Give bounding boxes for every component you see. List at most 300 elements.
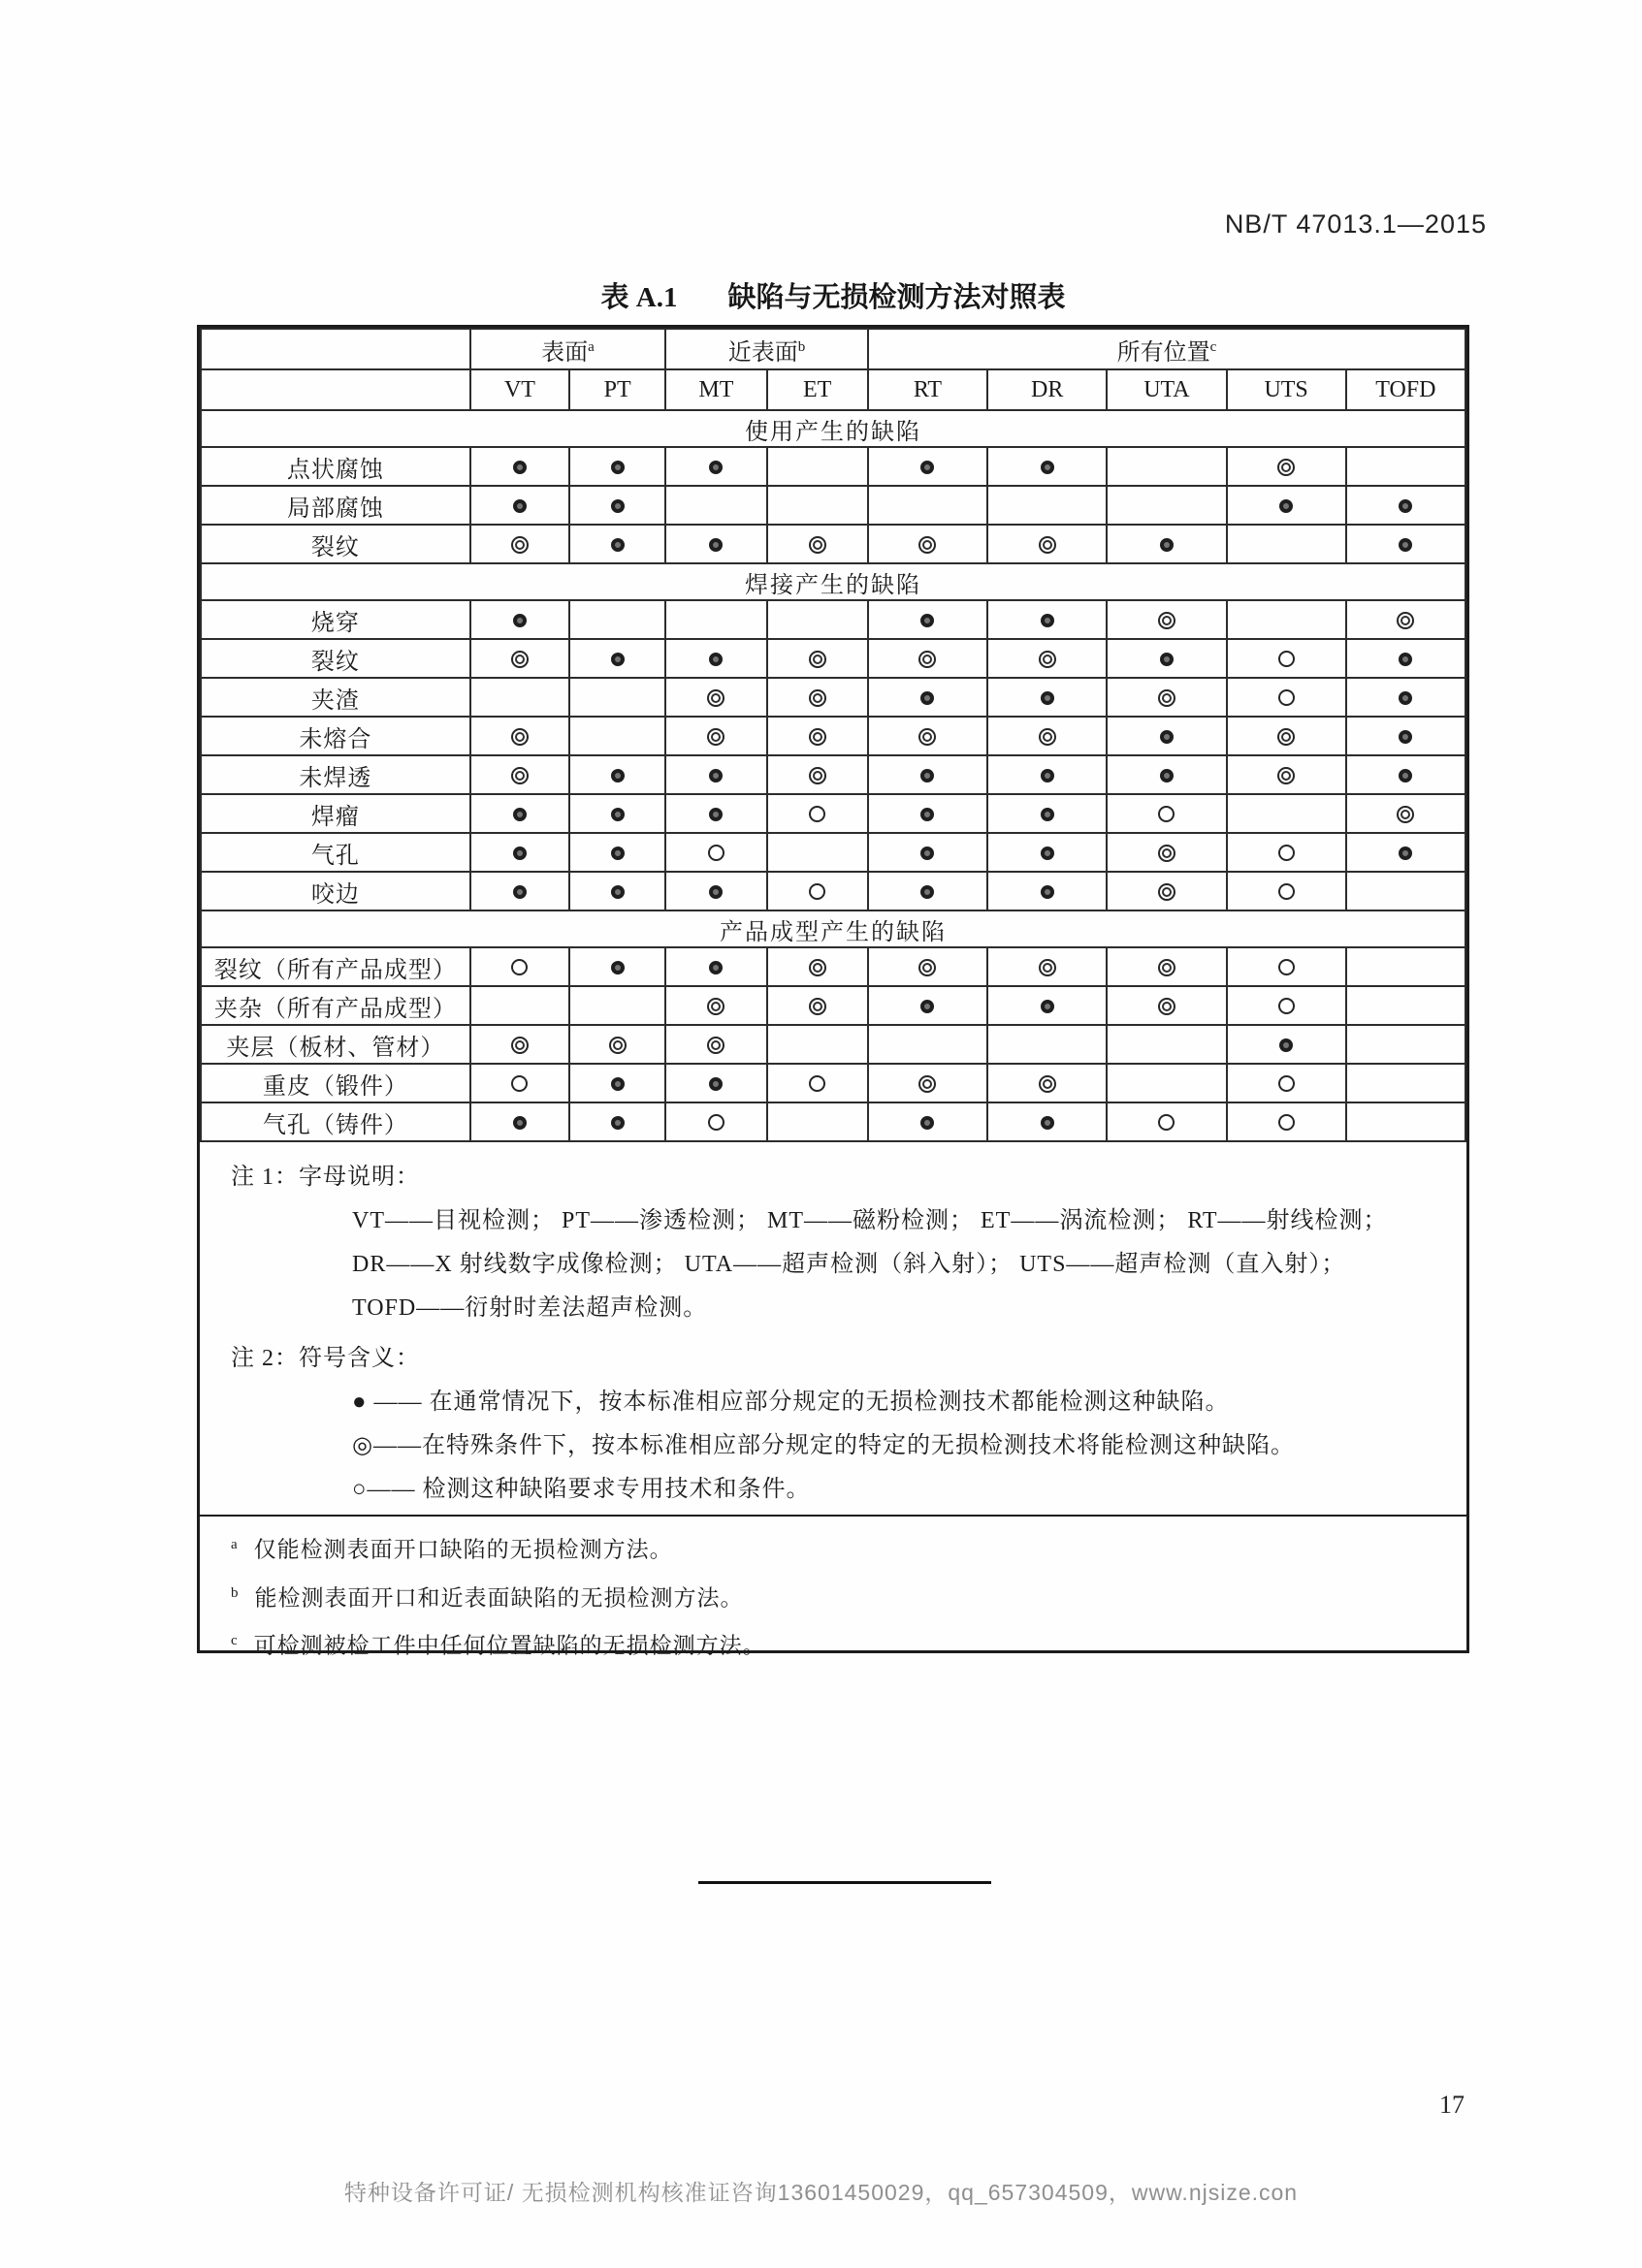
- symbol-cell: [868, 447, 987, 486]
- symbol-cell: [1346, 872, 1465, 910]
- symbol-cell: [1107, 486, 1226, 525]
- col-group-sup: a: [588, 338, 595, 355]
- symbol-cell: [1107, 986, 1226, 1025]
- note1-line1: VT——目视检测； PT——渗透检测； MT——磁粉检测； ET——涡流检测； RT——射线检测；: [352, 1208, 1388, 1233]
- symbol-cell: [1346, 1064, 1465, 1102]
- table-row: [201, 1102, 1465, 1141]
- symbol-open-circle: [1278, 1114, 1295, 1131]
- symbol-filled-circle: [1399, 769, 1412, 783]
- symbol-cell: [1227, 986, 1346, 1025]
- symbol-double-circle: [1158, 959, 1175, 976]
- symbol-cell: [1346, 1102, 1465, 1141]
- footnote-b-text: 能检测表面开口和近表面缺陷的无损检测方法。: [254, 1585, 744, 1611]
- symbol-double-circle: [1158, 883, 1175, 901]
- notes-area: [200, 1142, 1466, 1658]
- symbol-cell: [767, 794, 868, 833]
- symbol-cell: [569, 833, 665, 872]
- symbol-cell: [1227, 872, 1346, 910]
- symbol-cell: [1346, 794, 1465, 833]
- symbol-cell: [1107, 833, 1226, 872]
- symbol-filled-circle: [1041, 1116, 1054, 1130]
- symbol-open-circle: [1278, 651, 1295, 667]
- defect-label: 裂纹: [201, 639, 470, 678]
- symbol-cell: [1107, 1025, 1226, 1064]
- col-header-uts: UTS: [1227, 369, 1346, 410]
- symbol-open-circle: [708, 1114, 724, 1131]
- symbol-filled-circle: [1041, 614, 1054, 627]
- symbol-cell: [1107, 947, 1226, 986]
- symbol-cell: [767, 639, 868, 678]
- symbol-cell: [987, 833, 1107, 872]
- symbol-cell: [1346, 678, 1465, 717]
- symbol-open-circle: [1158, 806, 1175, 822]
- symbol-cell: [987, 486, 1107, 525]
- symbol-double-circle: [1158, 845, 1175, 862]
- symbol-cell: [1346, 755, 1465, 794]
- symbol-double-circle: [809, 998, 826, 1015]
- symbol-open-circle: [1278, 845, 1295, 861]
- symbol-filled-circle: [1160, 730, 1174, 744]
- defect-label: 焊瘤: [201, 794, 470, 833]
- symbol-cell: [470, 486, 569, 525]
- symbol-cell: [1107, 600, 1226, 639]
- section-band-2: 焊接产生的缺陷: [201, 563, 1465, 600]
- symbol-double-circle: [1397, 612, 1414, 629]
- symbol-filled-circle: [920, 769, 934, 783]
- table-row: [201, 678, 1465, 717]
- symbol-cell: [665, 486, 766, 525]
- note2-title: 注 2：符号含义：: [231, 1346, 420, 1371]
- symbol-open-circle: [1278, 998, 1295, 1014]
- symbol-open-circle: [708, 845, 724, 861]
- symbol-cell: [868, 525, 987, 563]
- symbol-cell: [1107, 447, 1226, 486]
- symbol-cell: [1227, 486, 1346, 525]
- symbol-double-circle: [918, 536, 936, 554]
- symbol-cell: [868, 717, 987, 755]
- symbol-cell: [868, 755, 987, 794]
- symbol-cell: [1227, 1102, 1346, 1141]
- symbol-cell: [470, 678, 569, 717]
- symbol-cell: [767, 717, 868, 755]
- symbol-double-circle: [1158, 612, 1175, 629]
- symbol-cell: [1346, 947, 1465, 986]
- defect-label: 烧穿: [201, 600, 470, 639]
- symbol-filled-circle: [611, 461, 625, 474]
- defect-label: 未焊透: [201, 755, 470, 794]
- symbol-filled-circle: [1041, 847, 1054, 860]
- symbol-cell: [569, 525, 665, 563]
- col-group-1: 表面$^a$: [470, 329, 665, 369]
- symbol-cell: [1227, 833, 1346, 872]
- symbol-double-circle: [918, 651, 936, 668]
- defect-label: 重皮（锻件）: [201, 1064, 470, 1102]
- note2-line3: ○—— 检测这种缺陷要求专用技术和条件。: [352, 1477, 811, 1502]
- symbol-cell: [569, 872, 665, 910]
- footnote-b: [200, 1565, 1466, 1613]
- symbol-cell: [1346, 639, 1465, 678]
- symbol-cell: [767, 947, 868, 986]
- header-method-row: [201, 369, 1465, 410]
- end-of-document-rule: [698, 1881, 991, 1884]
- symbol-double-circle: [1397, 806, 1414, 823]
- symbol-double-circle: [1039, 651, 1056, 668]
- symbol-cell: [665, 1102, 766, 1141]
- col-group-3: 所有位置$^c$: [868, 329, 1465, 369]
- symbol-cell: [868, 600, 987, 639]
- symbol-filled-circle: [1399, 730, 1412, 744]
- note1-line3: TOFD——衍射时差法超声检测。: [352, 1295, 708, 1321]
- symbol-cell: [767, 600, 868, 639]
- symbol-cell: [767, 986, 868, 1025]
- symbol-filled-circle: [611, 769, 625, 783]
- symbol-filled-circle: [513, 808, 527, 821]
- defect-label: 裂纹（所有产品成型）: [201, 947, 470, 986]
- symbol-cell: [1346, 600, 1465, 639]
- footnote-a-sup: a: [231, 1537, 239, 1552]
- symbol-cell: [767, 872, 868, 910]
- section-band-row: [201, 910, 1465, 947]
- symbol-cell: [1227, 717, 1346, 755]
- symbol-filled-circle: [611, 499, 625, 513]
- table-row: [201, 447, 1465, 486]
- symbol-cell: [767, 678, 868, 717]
- symbol-cell: [665, 717, 766, 755]
- symbol-filled-circle: [709, 885, 723, 899]
- symbol-cell: [665, 639, 766, 678]
- symbol-cell: [470, 986, 569, 1025]
- symbol-open-circle: [809, 883, 825, 900]
- symbol-filled-circle: [611, 1116, 625, 1130]
- symbol-filled-circle: [1041, 885, 1054, 899]
- symbol-double-circle: [1158, 998, 1175, 1015]
- symbol-cell: [665, 833, 766, 872]
- symbol-cell: [569, 678, 665, 717]
- symbol-cell: [665, 755, 766, 794]
- symbol-filled-circle: [1399, 499, 1412, 513]
- symbol-cell: [767, 486, 868, 525]
- symbol-filled-circle: [611, 653, 625, 666]
- symbol-cell: [665, 947, 766, 986]
- symbol-double-circle: [511, 651, 529, 668]
- symbol-open-circle: [511, 959, 528, 975]
- symbol-filled-circle: [513, 461, 527, 474]
- defect-ndt-table: [197, 325, 1469, 1658]
- symbol-cell: [470, 447, 569, 486]
- symbol-filled-circle: [513, 847, 527, 860]
- table-row: [201, 1025, 1465, 1064]
- defect-method-grid: [200, 328, 1466, 1142]
- symbol-filled-circle: [920, 614, 934, 627]
- symbol-cell: [1227, 794, 1346, 833]
- symbol-filled-circle: [709, 461, 723, 474]
- symbol-cell: [1227, 639, 1346, 678]
- col-group-2: 近表面$^b$: [665, 329, 868, 369]
- symbol-open-circle: [1278, 689, 1295, 706]
- symbol-cell: [1346, 525, 1465, 563]
- symbol-cell: [470, 600, 569, 639]
- symbol-double-circle: [511, 536, 529, 554]
- symbol-double-circle: [809, 536, 826, 554]
- col-header-et: ET: [767, 369, 868, 410]
- symbol-cell: [665, 872, 766, 910]
- symbol-double-circle: [511, 1037, 529, 1054]
- symbol-cell: [1107, 794, 1226, 833]
- symbol-cell: [569, 447, 665, 486]
- symbol-cell: [1346, 486, 1465, 525]
- symbol-cell: [987, 794, 1107, 833]
- symbol-cell: [569, 794, 665, 833]
- symbol-filled-circle: [1041, 769, 1054, 783]
- symbol-double-circle: [1277, 459, 1295, 476]
- symbol-cell: [987, 717, 1107, 755]
- col-header-tofd: TOFD: [1346, 369, 1465, 410]
- symbol-cell: [665, 986, 766, 1025]
- defect-label: 未熔合: [201, 717, 470, 755]
- symbol-cell: [569, 486, 665, 525]
- symbol-cell: [1227, 1064, 1346, 1102]
- symbol-cell: [868, 678, 987, 717]
- note2-line1: ● —— 在通常情况下，按本标准相应部分规定的无损检测技术都能检测这种缺陷。: [352, 1390, 1230, 1415]
- symbol-cell: [767, 447, 868, 486]
- symbol-filled-circle: [513, 614, 527, 627]
- symbol-filled-circle: [1160, 538, 1174, 552]
- symbol-filled-circle: [611, 885, 625, 899]
- symbol-cell: [1107, 525, 1226, 563]
- symbol-cell: [470, 833, 569, 872]
- page-number: 17: [1439, 2091, 1465, 2119]
- symbol-filled-circle: [513, 885, 527, 899]
- symbol-double-circle: [1039, 536, 1056, 554]
- symbol-cell: [987, 525, 1107, 563]
- symbol-cell: [470, 1064, 569, 1102]
- defect-label: 点状腐蚀: [201, 447, 470, 486]
- symbol-double-circle: [918, 728, 936, 746]
- symbol-cell: [665, 525, 766, 563]
- symbol-double-circle: [918, 959, 936, 976]
- symbol-filled-circle: [611, 538, 625, 552]
- symbol-cell: [1107, 872, 1226, 910]
- symbol-cell: [1107, 639, 1226, 678]
- symbol-cell: [987, 1102, 1107, 1141]
- symbol-cell: [767, 1102, 868, 1141]
- symbol-cell: [470, 794, 569, 833]
- symbol-cell: [1346, 833, 1465, 872]
- symbol-cell: [470, 872, 569, 910]
- footnote-c: [200, 1613, 1466, 1661]
- symbol-cell: [569, 755, 665, 794]
- symbol-cell: [470, 947, 569, 986]
- symbol-cell: [665, 600, 766, 639]
- col-group-sup: b: [797, 338, 806, 355]
- symbol-filled-circle: [1041, 461, 1054, 474]
- symbol-filled-circle: [709, 653, 723, 666]
- corner-cell: [201, 329, 470, 369]
- symbol-cell: [470, 1102, 569, 1141]
- section-band-3: 产品成型产生的缺陷: [201, 910, 1465, 947]
- symbol-double-circle: [1039, 959, 1056, 976]
- symbol-cell: [987, 755, 1107, 794]
- symbol-filled-circle: [920, 847, 934, 860]
- symbol-cell: [665, 1064, 766, 1102]
- symbol-double-circle: [511, 728, 529, 746]
- symbol-double-circle: [918, 1075, 936, 1093]
- footnote-c-sup: c: [231, 1633, 239, 1649]
- symbol-cell: [569, 639, 665, 678]
- symbol-cell: [868, 986, 987, 1025]
- symbol-cell: [665, 447, 766, 486]
- section-band-1: 使用产生的缺陷: [201, 410, 1465, 447]
- symbol-open-circle: [809, 806, 825, 822]
- symbol-filled-circle: [709, 808, 723, 821]
- symbol-open-circle: [1158, 1114, 1175, 1131]
- symbol-double-circle: [1039, 1075, 1056, 1093]
- symbol-cell: [987, 678, 1107, 717]
- symbol-filled-circle: [611, 847, 625, 860]
- symbol-double-circle: [1277, 767, 1295, 784]
- col-header-pt: PT: [569, 369, 665, 410]
- symbol-cell: [470, 1025, 569, 1064]
- symbol-cell: [868, 1025, 987, 1064]
- symbol-filled-circle: [920, 1116, 934, 1130]
- symbol-cell: [569, 1064, 665, 1102]
- table-row: [201, 717, 1465, 755]
- symbol-cell: [767, 755, 868, 794]
- symbol-filled-circle: [920, 1000, 934, 1013]
- symbol-cell: [569, 1025, 665, 1064]
- note1-line2: DR——X 射线数字成像检测； UTA——超声检测（斜入射）； UTS——超声检测（直入射）；: [352, 1252, 1346, 1277]
- defect-label: 夹渣: [201, 678, 470, 717]
- symbol-filled-circle: [611, 961, 625, 974]
- table-title-label: 表 A.1: [600, 282, 678, 313]
- symbol-filled-circle: [709, 538, 723, 552]
- symbol-cell: [868, 794, 987, 833]
- symbol-cell: [470, 755, 569, 794]
- symbol-filled-circle: [1041, 691, 1054, 705]
- symbol-double-circle: [1039, 728, 1056, 746]
- symbol-cell: [1227, 678, 1346, 717]
- symbol-cell: [767, 1025, 868, 1064]
- symbol-filled-circle: [611, 808, 625, 821]
- col-header-rt: RT: [868, 369, 987, 410]
- symbol-cell: [868, 639, 987, 678]
- defect-label: 局部腐蚀: [201, 486, 470, 525]
- symbol-cell: [470, 525, 569, 563]
- symbol-cell: [665, 794, 766, 833]
- table-row: [201, 600, 1465, 639]
- symbol-cell: [987, 639, 1107, 678]
- symbol-cell: [767, 1064, 868, 1102]
- symbol-cell: [987, 1025, 1107, 1064]
- symbol-double-circle: [809, 767, 826, 784]
- symbol-cell: [569, 986, 665, 1025]
- symbol-double-circle: [1158, 689, 1175, 707]
- symbol-cell: [1107, 717, 1226, 755]
- symbol-filled-circle: [1160, 653, 1174, 666]
- symbol-cell: [1227, 947, 1346, 986]
- symbol-filled-circle: [1041, 808, 1054, 821]
- defect-label: 咬边: [201, 872, 470, 910]
- table-row: [201, 833, 1465, 872]
- symbol-cell: [1107, 755, 1226, 794]
- symbol-cell: [987, 1064, 1107, 1102]
- symbol-cell: [767, 833, 868, 872]
- symbol-cell: [1346, 447, 1465, 486]
- symbol-filled-circle: [1399, 653, 1412, 666]
- defect-label: 夹杂（所有产品成型）: [201, 986, 470, 1025]
- header-group-row: [201, 329, 1465, 369]
- symbol-cell: [1346, 986, 1465, 1025]
- defect-label: 气孔: [201, 833, 470, 872]
- symbol-open-circle: [1278, 1075, 1295, 1092]
- symbol-filled-circle: [513, 499, 527, 513]
- symbol-double-circle: [707, 689, 724, 707]
- symbol-cell: [767, 525, 868, 563]
- symbol-filled-circle: [1399, 847, 1412, 860]
- symbol-cell: [569, 717, 665, 755]
- symbol-filled-circle: [920, 885, 934, 899]
- symbol-open-circle: [809, 1075, 825, 1092]
- section-band-row: [201, 410, 1465, 447]
- symbol-filled-circle: [1160, 769, 1174, 783]
- footnote-a-text: 仅能检测表面开口缺陷的无损检测方法。: [253, 1537, 673, 1562]
- table-title-text: 缺陷与无损检测方法对照表: [727, 282, 1066, 313]
- table-row: [201, 794, 1465, 833]
- standard-code: NB/T 47013.1—2015: [1224, 209, 1487, 239]
- symbol-double-circle: [809, 728, 826, 746]
- defect-label: 夹层（板材、管材）: [201, 1025, 470, 1064]
- symbol-cell: [1346, 717, 1465, 755]
- symbol-cell: [987, 947, 1107, 986]
- table-row: [201, 947, 1465, 986]
- col-header-mt: MT: [665, 369, 766, 410]
- symbol-cell: [868, 833, 987, 872]
- symbol-cell: [868, 1102, 987, 1141]
- table-row: [201, 872, 1465, 910]
- symbol-cell: [987, 872, 1107, 910]
- table-row: [201, 525, 1465, 563]
- symbol-double-circle: [809, 689, 826, 707]
- col-group-sup: c: [1209, 338, 1217, 355]
- col-header-uta: UTA: [1107, 369, 1226, 410]
- table-row: [201, 1064, 1465, 1102]
- symbol-open-circle: [511, 1075, 528, 1092]
- section-band-row: [201, 563, 1465, 600]
- defect-label: 气孔（铸件）: [201, 1102, 470, 1141]
- symbol-cell: [569, 600, 665, 639]
- symbol-cell: [569, 1102, 665, 1141]
- symbol-open-circle: [1278, 883, 1295, 900]
- symbol-filled-circle: [611, 1077, 625, 1091]
- table-title: [197, 275, 1469, 315]
- symbol-cell: [1227, 600, 1346, 639]
- symbol-filled-circle: [1399, 691, 1412, 705]
- symbol-open-circle: [1278, 959, 1295, 975]
- symbol-filled-circle: [513, 1116, 527, 1130]
- symbol-cell: [868, 872, 987, 910]
- symbol-cell: [1107, 678, 1226, 717]
- symbol-double-circle: [707, 998, 724, 1015]
- symbol-cell: [1227, 447, 1346, 486]
- symbol-cell: [1227, 1025, 1346, 1064]
- symbol-filled-circle: [920, 461, 934, 474]
- symbol-cell: [868, 947, 987, 986]
- symbol-double-circle: [609, 1037, 627, 1054]
- symbol-cell: [1107, 1064, 1226, 1102]
- table-row: [201, 755, 1465, 794]
- symbol-double-circle: [707, 1037, 724, 1054]
- symbol-filled-circle: [1279, 1038, 1293, 1052]
